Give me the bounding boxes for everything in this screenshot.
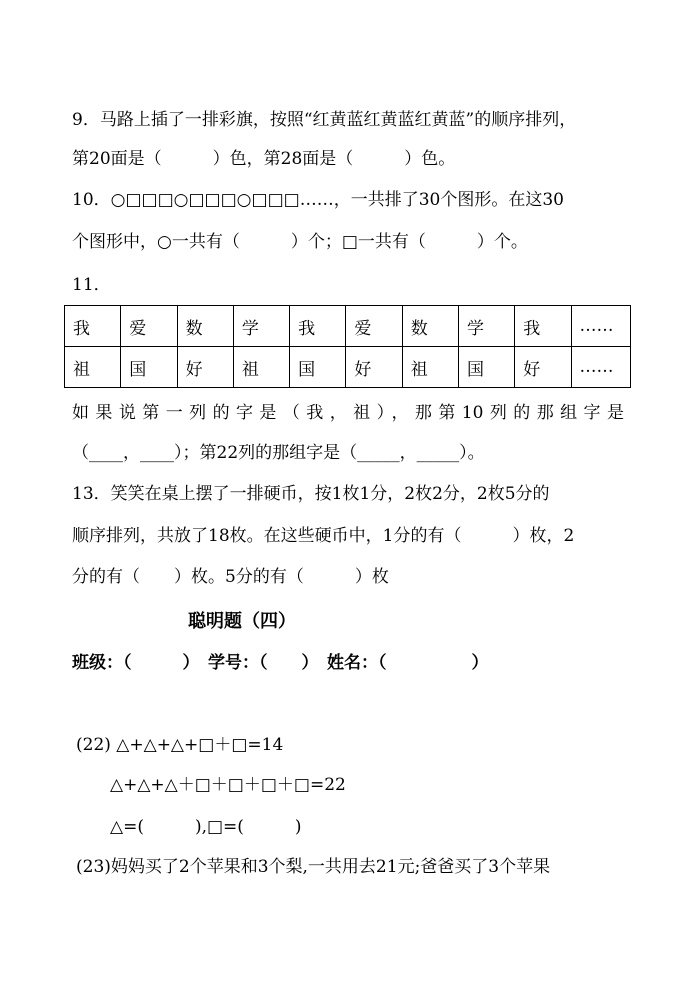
section-title: 聪明题（四） [188,611,296,632]
table-cell: 爱 [121,306,177,347]
table-cell: 我 [65,306,121,347]
table-cell: 国 [121,347,177,388]
table-cell: 国 [458,347,514,388]
table-cell: 祖 [402,347,458,388]
q11-line-2: （____，____）；第22列的那组字是（_____，_____）。 [72,443,485,463]
q10-line-1: 10．○□□□○□□□○□□□……，一共排了30个图形。在这30 [72,190,564,210]
table-cell: 国 [290,347,346,388]
q22-line-2: △+△+△＋□＋□＋□＋□=22 [110,775,346,795]
q23-line-1: (23)妈妈买了2个苹果和3个梨,一共用去21元;爸爸买了3个苹果 [76,857,551,877]
q9-line-1: 9．马路上插了一排彩旗，按照“红黄蓝红黄蓝红黄蓝”的顺序排列， [72,110,577,130]
table-row [65,347,631,388]
table-cell: 好 [346,347,402,388]
table-cell: 数 [177,306,233,347]
table-cell: 数 [402,306,458,347]
table-cell: 学 [458,306,514,347]
q22-line-3: △=( ),□=( ) [110,817,302,837]
q13-line-2: 顺序排列，共放了18枚。在这些硬币中，1分的有（ ）枚，2 [72,526,575,546]
q13-line-1: 13．笑笑在桌上摆了一排硬币，按1枚1分，2枚2分，2枚5分的 [72,484,550,504]
q22-line-1: (22) △+△+△+□＋□=14 [76,735,284,755]
q13-line-3: 分的有（ ）枚。5分的有（ ）枚 [72,567,389,587]
table-cell: 好 [177,347,233,388]
table-cell: 祖 [65,347,121,388]
q10-line-2: 个图形中，○一共有（ ）个；□一共有（ ）个。 [72,232,528,252]
table-cell: 爱 [346,306,402,347]
table-cell: …… [571,306,630,347]
q9-line-2: 第20面是（ ）色，第28面是（ ）色。 [72,149,456,169]
character-sequence-table [64,305,631,388]
table-cell: 好 [515,347,571,388]
table-cell: 学 [233,306,289,347]
student-info-line: 班级：（ ） 学号：（ ） 姓名：（ ） [72,653,489,673]
table-cell: 我 [515,306,571,347]
q11-label: 11． [72,275,111,295]
table-cell: …… [571,347,630,388]
table-cell: 祖 [233,347,289,388]
table-row [65,306,631,347]
table-cell: 我 [290,306,346,347]
q11-line-1: 如果说第一列的字是（我，祖），那第10列的那组字是 [72,403,624,423]
